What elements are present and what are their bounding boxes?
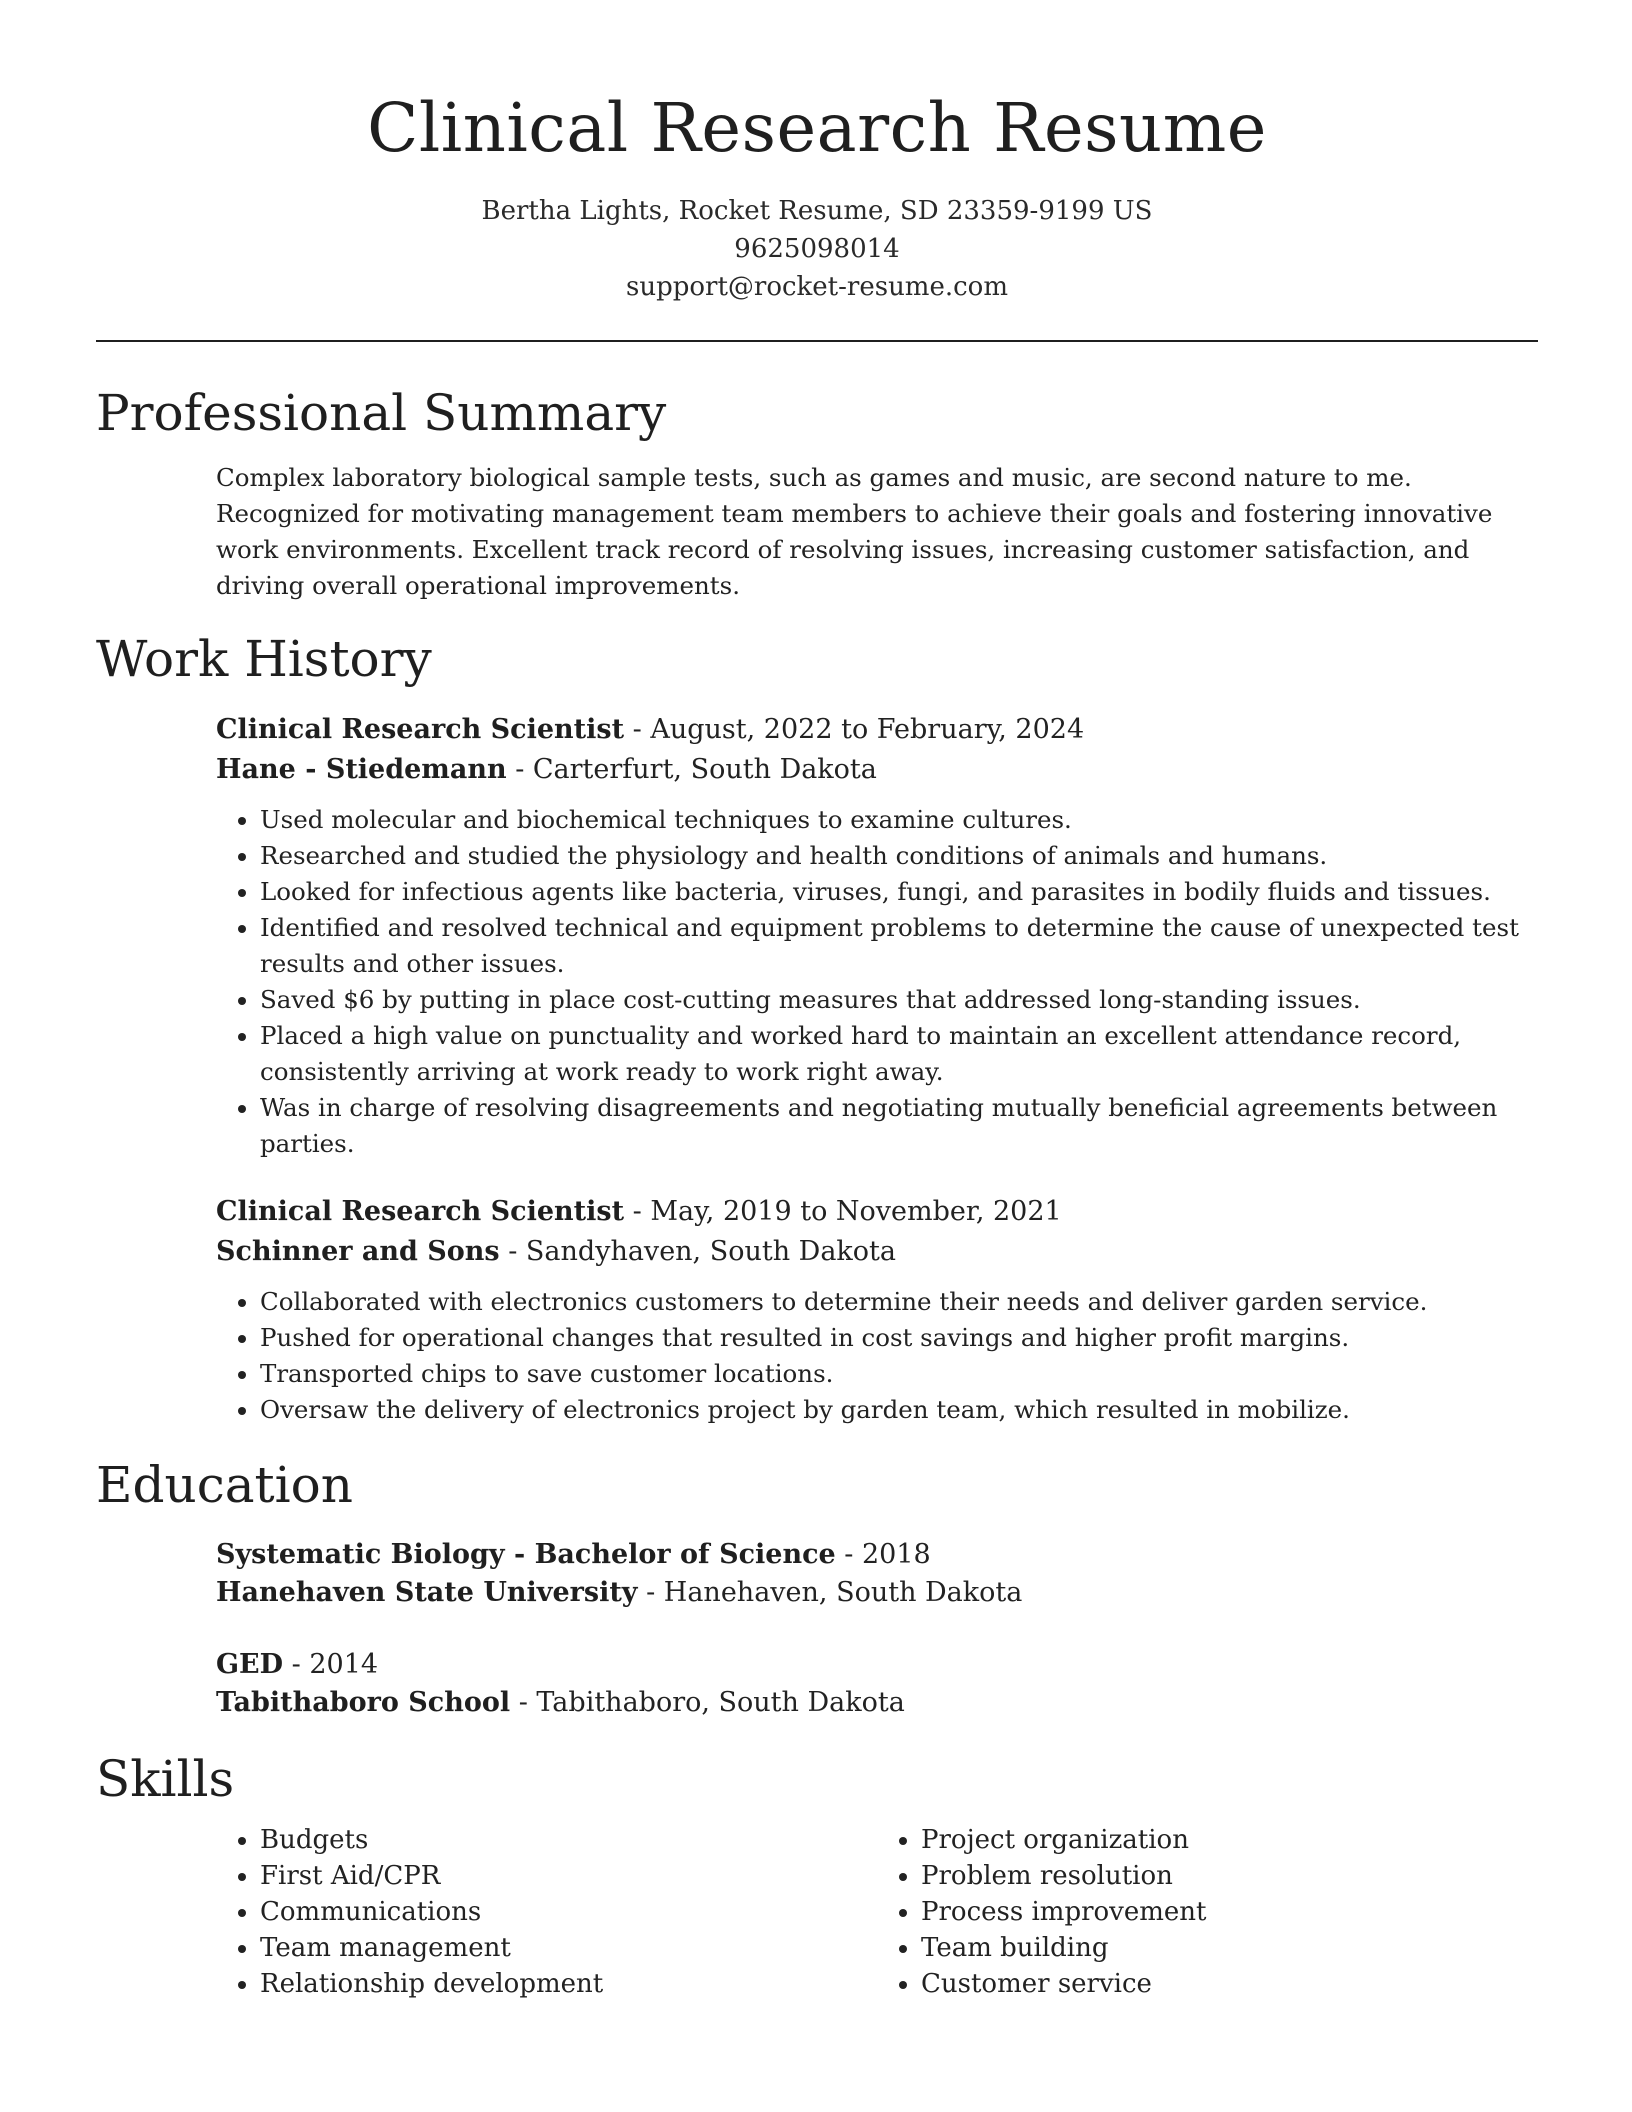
education-school: Hanehaven State University — [216, 1577, 638, 1608]
education-degree-line — [216, 1646, 1538, 1684]
education-entry — [216, 1536, 1538, 1612]
job-title-line — [216, 710, 1538, 750]
summary-section — [216, 460, 1538, 604]
contact-block — [96, 192, 1538, 306]
job-bullets — [216, 1284, 1538, 1428]
job-entry — [216, 710, 1538, 1162]
skill-item: • Communications — [260, 1894, 877, 1930]
skill-item: • Team management — [260, 1930, 877, 1966]
resume-page — [96, 0, 1538, 2002]
education-degree-line — [216, 1536, 1538, 1574]
job-bullet: • Looked for infectious agents like bacteria, viruses, fungi, and parasites in bodily fluids and tissues. — [260, 874, 1538, 910]
education-school-line — [216, 1684, 1538, 1722]
job-title: Clinical Research Scientist — [216, 714, 625, 745]
skill-item: • Process improvement — [921, 1894, 1538, 1930]
job-dates: - August, 2022 to February, 2024 — [624, 714, 1085, 745]
job-bullet: • Pushed for operational changes that resulted in cost savings and higher profit margins. — [260, 1320, 1538, 1356]
job-location: - Sandyhaven, South Dakota — [499, 1236, 896, 1267]
job-location: - Carterfurt, South Dakota — [506, 754, 877, 785]
job-title: Clinical Research Scientist — [216, 1196, 625, 1227]
job-title-line — [216, 1192, 1538, 1232]
job-bullet: • Was in charge of resolving disagreements and negotiating mutually beneficial agreements between parties. — [260, 1090, 1538, 1162]
skill-item: • Relationship development — [260, 1966, 877, 2002]
education-location: - Hanehaven, South Dakota — [637, 1577, 1023, 1608]
work-history-heading: Work History — [96, 630, 432, 688]
summary-heading: Professional Summary — [96, 384, 667, 442]
job-bullet: • Saved $6 by putting in place cost-cutting measures that addressed long-standing issues. — [260, 982, 1538, 1018]
job-bullet: • Researched and studied the physiology and health conditions of animals and humans. — [260, 838, 1538, 874]
education-section — [216, 1536, 1538, 1722]
resume-title: Clinical Research Resume — [367, 89, 1267, 167]
job-bullet: • Placed a high value on punctuality and worked hard to maintain an excellent attendance record, consistently arriving at work ready to work right away. — [260, 1018, 1538, 1090]
job-employer: Schinner and Sons — [216, 1236, 500, 1267]
skill-item: • Problem resolution — [921, 1858, 1538, 1894]
skills-heading: Skills — [96, 1750, 235, 1808]
skills-list-left — [216, 1822, 877, 2002]
skill-item: • Project organization — [921, 1822, 1538, 1858]
education-entry — [216, 1646, 1538, 1722]
contact-email: support@rocket-resume.com — [625, 272, 1008, 302]
contact-phone: 9625098014 — [734, 234, 900, 264]
skill-item: • Customer service — [921, 1966, 1538, 2002]
job-bullet: • Oversaw the delivery of electronics project by garden team, which resulted in mobilize. — [260, 1392, 1538, 1428]
job-employer-line — [216, 750, 1538, 790]
contact-address: Bertha Lights, Rocket Resume, SD 23359-9199 US — [481, 196, 1153, 226]
education-year: - 2014 — [283, 1649, 379, 1680]
education-degree: GED — [216, 1649, 284, 1680]
summary-text: Complex laboratory biological sample tests, such as games and music, are second nature to me. Recognized for motivating management team members to achieve their goals and fostering innovative work environments. Excellent track record of resolving issues, increasing customer satisfaction, and driving overall operational improvements. — [216, 463, 1493, 600]
skills-list-right — [877, 1822, 1538, 2002]
job-bullet: • Collaborated with electronics customers to determine their needs and deliver garden service. — [260, 1284, 1538, 1320]
job-dates: - May, 2019 to November, 2021 — [624, 1196, 1062, 1227]
job-bullet: • Used molecular and biochemical techniques to examine cultures. — [260, 802, 1538, 838]
skill-item: • First Aid/CPR — [260, 1858, 877, 1894]
education-heading: Education — [96, 1456, 353, 1514]
job-entry — [216, 1192, 1538, 1428]
job-employer: Hane - Stiedemann — [216, 754, 507, 785]
job-bullet: • Transported chips to save customer locations. — [260, 1356, 1538, 1392]
education-degree: Systematic Biology - Bachelor of Science — [216, 1539, 836, 1570]
education-school-line — [216, 1574, 1538, 1612]
skills-columns — [216, 1822, 1538, 2002]
skill-item: • Team building — [921, 1930, 1538, 1966]
education-year: - 2018 — [835, 1539, 931, 1570]
skill-item: • Budgets — [260, 1822, 877, 1858]
work-history-section — [216, 710, 1538, 1428]
education-school: Tabithaboro School — [216, 1687, 511, 1718]
job-bullets — [216, 802, 1538, 1162]
job-bullet: • Identified and resolved technical and equipment problems to determine the cause of unexpected test results and other issues. — [260, 910, 1538, 982]
job-employer-line — [216, 1232, 1538, 1272]
skills-section — [216, 1822, 1538, 2002]
education-location: - Tabithaboro, South Dakota — [510, 1687, 905, 1718]
header-divider — [96, 340, 1538, 342]
